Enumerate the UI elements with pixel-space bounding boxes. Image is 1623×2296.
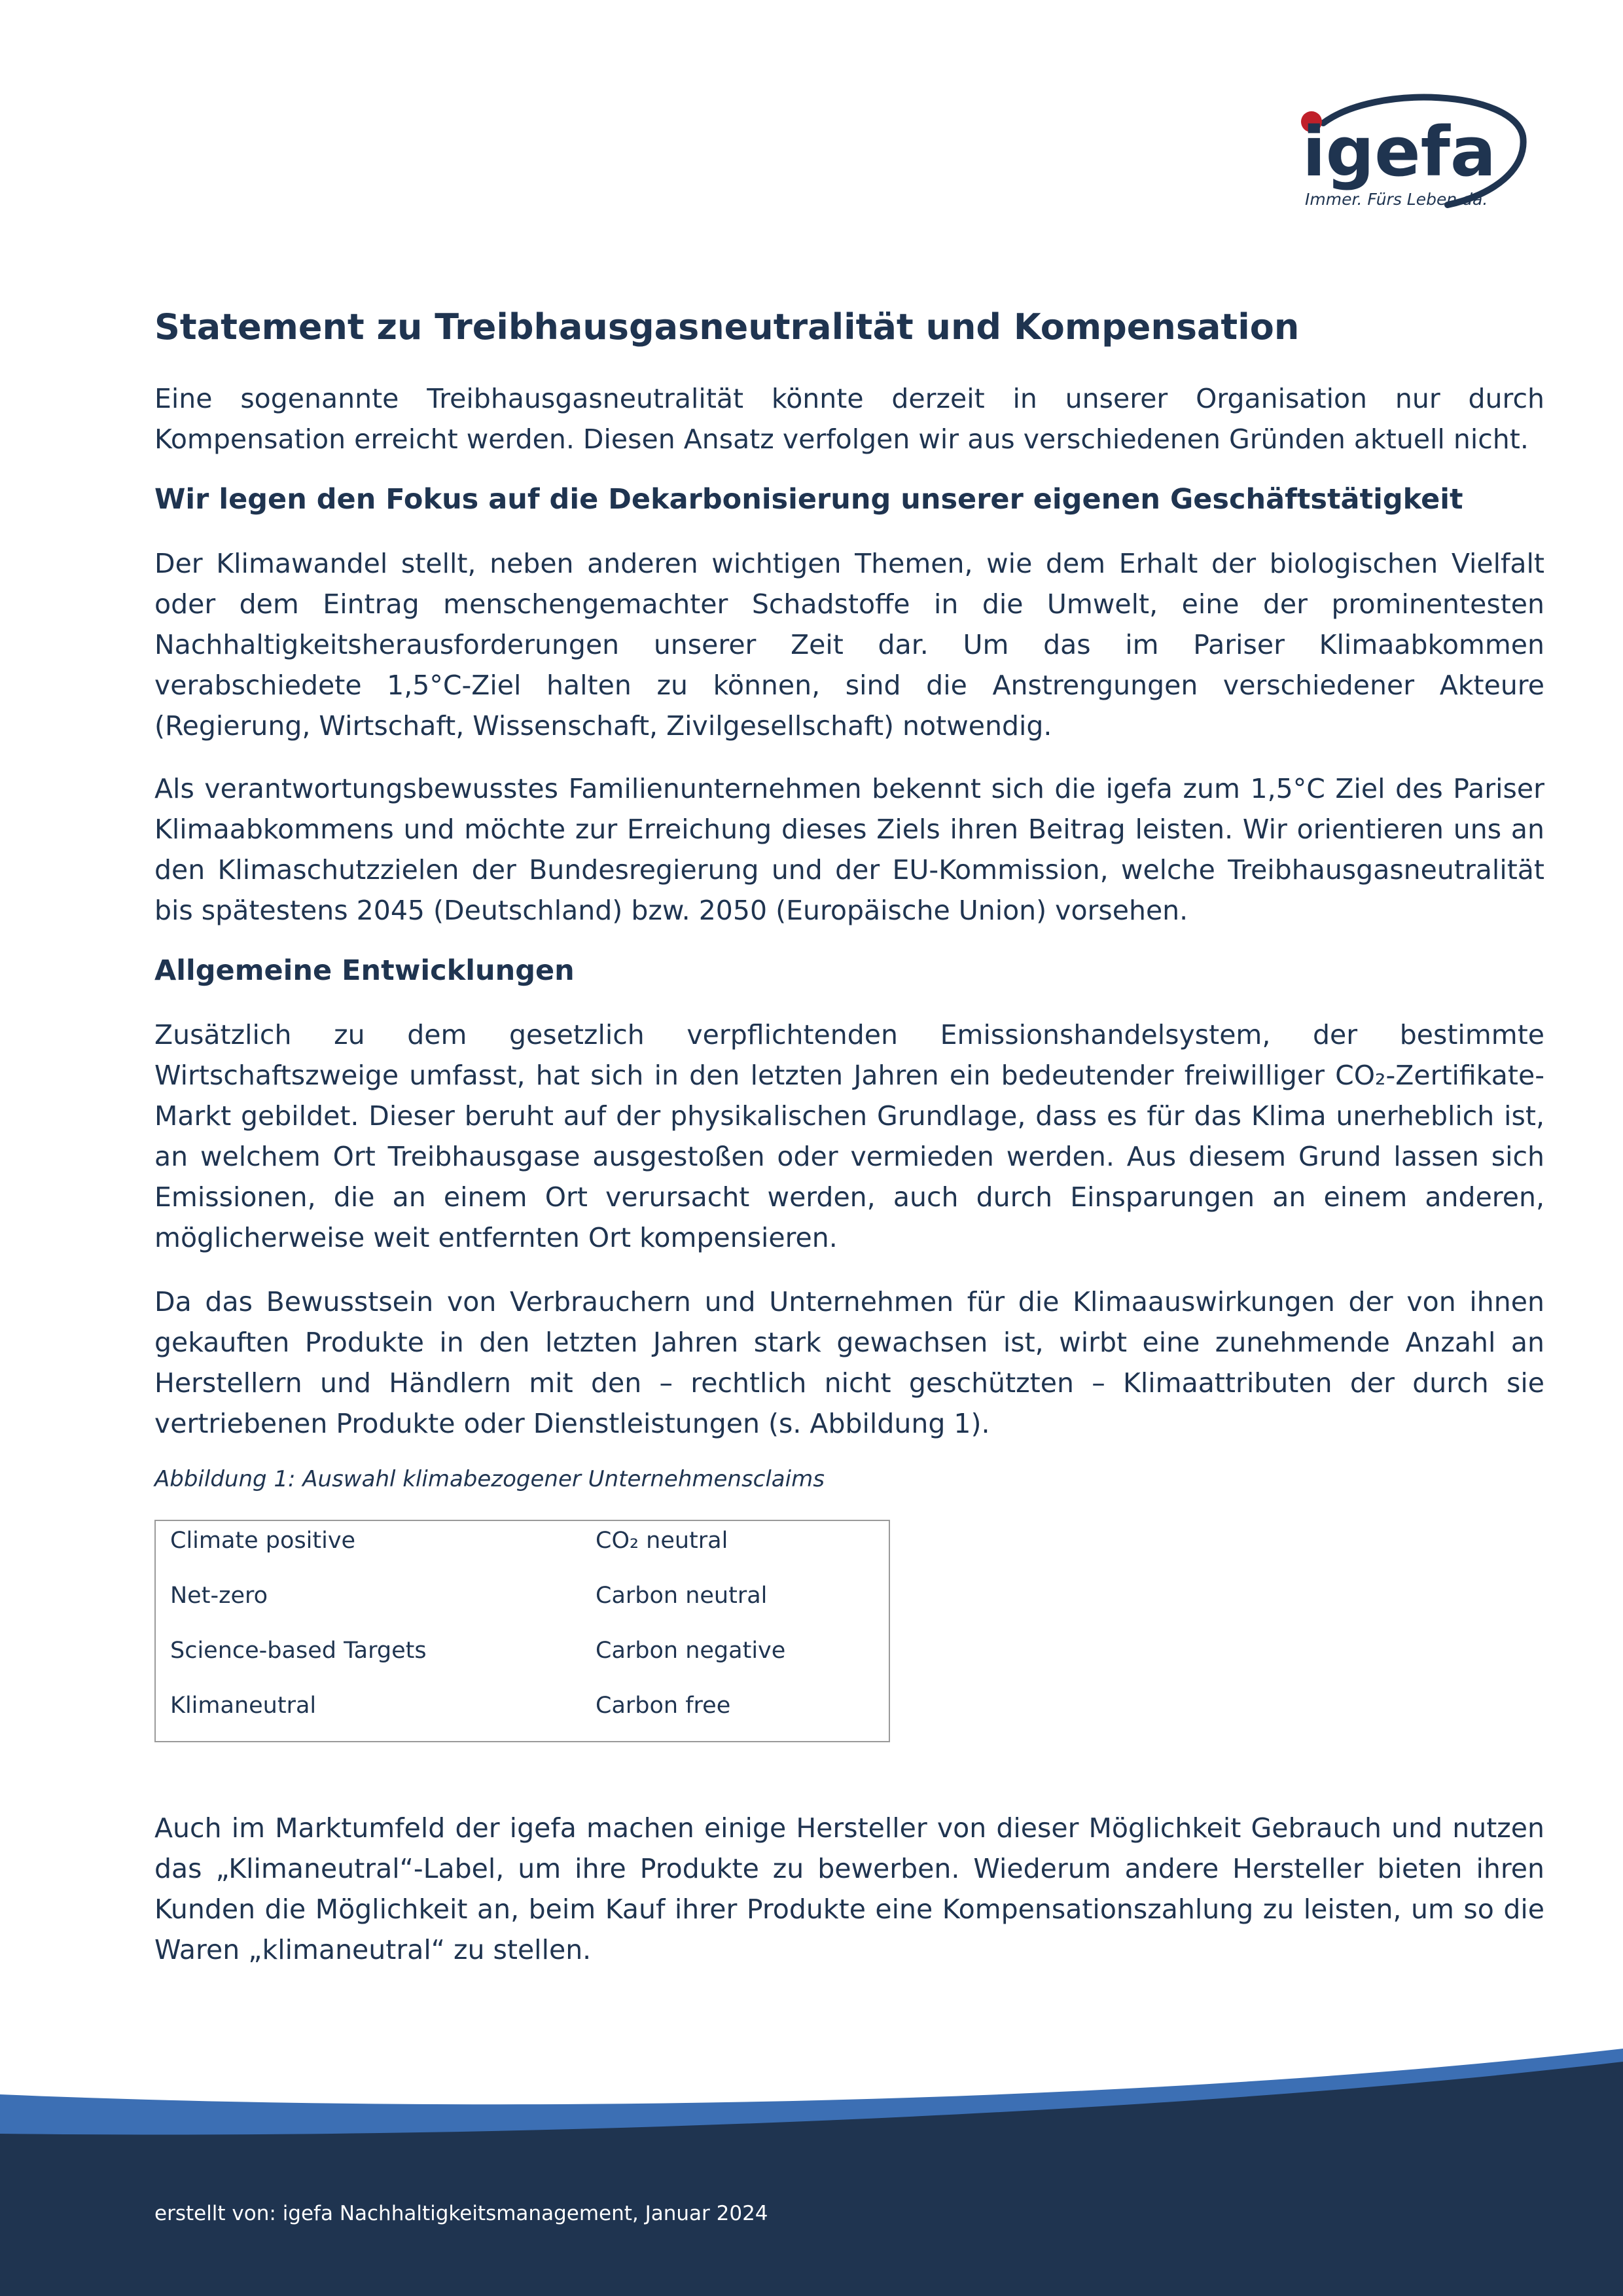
claim-cell: CO₂ neutral — [596, 1528, 728, 1554]
paragraph-bewusstsein: Da das Bewusstsein von Verbrauchern und Unternehmen für die Klimaauswirkungen der von ihnen gekauften Produkte in den letzten Jahren stark gewachsen ist, wirbt eine zunehmende Anzahl an Herstellern und Händlern mit den – rechtlich nicht geschützten – Klimaattributen der durch sie vertriebenen Produkte oder Dienstleistungen (s. Abbildung 1). — [154, 1286, 1544, 1439]
igefa-logo — [1297, 84, 1533, 215]
logo-tagline: Immer. Fürs Leben da. — [1305, 190, 1488, 209]
section-heading-dekarbonisierung: Wir legen den Fokus auf die Dekarbonisierung unserer eigenen Geschäftstätigkeit — [154, 483, 1463, 516]
footer-wave-graphic — [0, 2029, 1623, 2296]
paragraph-emissionshandel: Zusätzlich zu dem gesetzlich verpflichtenden Emissionshandelsystem, der bestimmte Wirtschaftszweige umfasst, hat sich in den letzten Jahren ein bedeutender freiwilliger CO₂-Zertifikate-Markt gebildet. Dieser beruht auf der physikalischen Grundlage, dass es für das Klima unerheblich ist, an welchem Ort Treibhausgase ausgestoßen oder vermieden werden. Aus diesem Grund lassen sich Emissionen, die an einem Ort verursacht werden, auch durch Einsparungen an einem anderen, möglicherweise weit entfernten Ort kompensieren. — [154, 1019, 1544, 1253]
claim-cell: Carbon negative — [596, 1638, 786, 1664]
claim-cell: Carbon free — [596, 1693, 731, 1719]
logo-wordmark: igefa — [1302, 112, 1497, 192]
intro-paragraph: Eine sogenannte Treibhausgasneutralität könnte derzeit in unserer Organisation nur durch Kompensation erreicht werden. Diesen Ansatz verfolgen wir aus verschiedenen Gründen aktuell nicht. — [154, 383, 1544, 455]
claim-cell: Net-zero — [170, 1583, 268, 1609]
section-heading-entwicklungen: Allgemeine Entwicklungen — [154, 954, 575, 987]
paragraph-klimawandel: Der Klimawandel stellt, neben anderen wichtigen Themen, wie dem Erhalt der biologischen Vielfalt oder dem Eintrag menschengemachter Schadstoffe in die Umwelt, eine der prominentesten Nachhaltigkeitsherausforderungen unserer Zeit dar. Um das im Pariser Klimaabkommen verabschiedete 1,5°C-Ziel halten zu können, sind die Anstrengungen verschiedener Akteure (Regierung, Wirtschaft, Wissenschaft, Zivilgesellschaft) notwendig. — [154, 548, 1544, 742]
claim-cell: Science-based Targets — [170, 1638, 427, 1664]
claims-table — [154, 1520, 890, 1742]
paragraph-familienunternehmen: Als verantwortungsbewusstes Familienunternehmen bekennt sich die igefa zum 1,5°C Ziel des Pariser Klimaabkommens und möchte zur Erreichung dieses Ziels ihren Beitrag leisten. Wir orientieren uns an den Klimaschutzzielen der Bundesregierung und der EU-Kommission, welche Treibhausgasneutralität bis spätestens 2045 (Deutschland) bzw. 2050 (Europäische Union) vorsehen. — [154, 773, 1544, 926]
claim-cell: Carbon neutral — [596, 1583, 768, 1609]
claim-cell: Climate positive — [170, 1528, 356, 1554]
claim-cell: Klimaneutral — [170, 1693, 317, 1719]
page-title: Statement zu Treibhausgasneutralität und Kompensation — [154, 306, 1300, 348]
figure-caption: Abbildung 1: Auswahl klimabezogener Unternehmensclaims — [154, 1466, 825, 1492]
paragraph-marktumfeld: Auch im Marktumfeld der igefa machen einige Hersteller von dieser Möglichkeit Gebrauch und nutzen das „Klimaneutral“-Label, um ihre Produkte zu bewerben. Wiederum andere Hersteller bieten ihren Kunden die Möglichkeit an, beim Kauf ihrer Produkte eine Kompensationszahlung zu leisten, um so die Waren „klimaneutral“ zu stellen. — [154, 1812, 1544, 1965]
footer-credit: erstellt von: igefa Nachhaltigkeitsmanagement, Januar 2024 — [154, 2202, 768, 2225]
